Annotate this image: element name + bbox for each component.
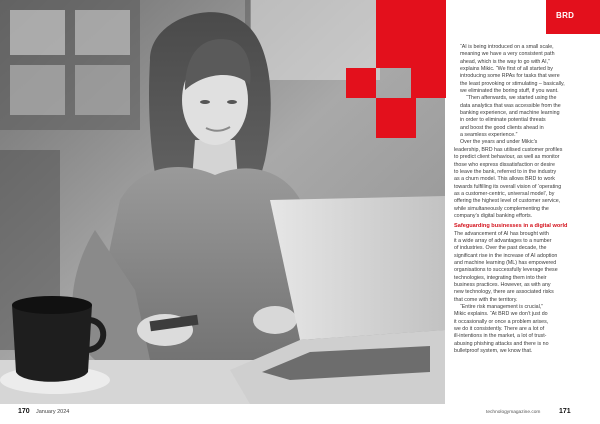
page-number-right: 171 [559,408,571,415]
text-line: bulletproof system, we know that. [454,348,533,355]
text-line: company’s digital banking efforts. [454,212,533,219]
text-line: “AI is being introduced on a small scale, [460,44,554,50]
text-line: a seamless experience.” [460,132,518,139]
text-line: ahead, which is the way to go with AI,” [460,58,550,65]
red-block-bottom [376,98,416,138]
magazine-website: technologymagazine.com [486,410,541,415]
paragraph-intro [454,44,590,139]
article-column [454,44,590,355]
folio-right [455,404,600,424]
section-heading: Safeguarding businesses in a digital world [454,223,568,230]
text-line: it occasionally or once a problem arises, [454,318,549,325]
text-line: Over the years and under Mikic’s [460,139,538,146]
text-line: towards fulfilling its overall vision of ‘operating [454,183,562,190]
red-block-middle [411,68,446,98]
text-line: to leave the bank, referred to in the industry [454,168,557,175]
text-line: introducing some RPAs for tasks that were [460,73,560,80]
paragraph-risk [454,304,590,355]
text-line: explains Mikic. “We first of all started by [460,66,553,73]
text-line: ill-intentions in the market, a lot of trust- [454,333,547,340]
text-line: while simultaneously complementing the [454,205,549,212]
text-line: the least provoking or stimulating – basically, [460,80,565,87]
text-line: “Entire risk management is crucial,” [460,304,544,311]
text-line: “Then afterwards, we started using the [466,95,557,102]
text-line: and machine learning (ML) has empowered [454,259,557,266]
text-line: offering the highest level of customer service, [454,198,561,205]
red-block-left [346,68,376,98]
text-line: Mikic explains. “At BRD we don’t just do [454,311,548,318]
text-line: as a customer-centric, universal model’, by [454,190,555,197]
text-line: to predict client behaviour, as well as monitor [454,154,560,161]
issue-date: January 2024 [36,409,70,415]
text-line: business practices. However, as with any [454,282,551,288]
text-line: that come with the territory. [454,296,518,303]
text-line: leadership, BRD has utilised customer profiles [454,146,563,153]
text-line: in order to eliminate potential threats [460,117,546,124]
red-block-top [376,0,446,68]
text-line: significant rise in the increase of AI adoption [454,252,558,259]
text-line: as a churn model. This allows BRD to work [454,176,555,183]
folio-left [0,404,445,424]
text-line: those who express dissatisfaction or desire [454,161,555,168]
text-line: we eliminated the boring stuff, if you want. [460,88,559,95]
paragraph-advancement [454,231,590,304]
text-line: abusing phishing attacks and there is no [454,340,549,347]
text-line: we do it consistently. There are a lot of [454,326,545,333]
text-line: technologies, integrating them into their [454,274,547,281]
text-line: of industries. Over the past decade, the [454,245,547,252]
text-line: organisations to successfully leverage these [454,267,558,274]
text-line: The advancement of AI has brought with [454,230,549,237]
text-line: new technology, there are associated risks [454,289,554,296]
text-line: and boost the good clients ahead in [460,124,544,131]
text-line: meaning we have a very consistent path [460,51,555,58]
text-line: it a wide array of advantages to a number [454,237,552,244]
page-number-left: 170 [18,408,30,415]
text-line: data analytics that was accessible from the [460,102,561,109]
paragraph-leadership [454,139,590,220]
text-line: banking experience, and machine learning [460,110,560,117]
brand-label: BRD [556,11,575,20]
